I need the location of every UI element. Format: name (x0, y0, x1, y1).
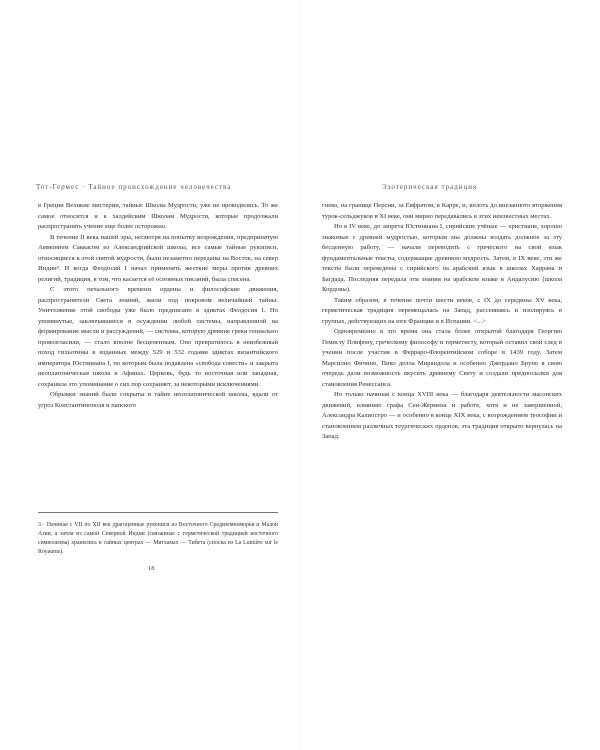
left-body-text (38, 201, 278, 411)
footnote-divider (38, 512, 278, 513)
right-paragraph-3: Таким образом, в течение почти шести веков, с IX до середины XV века, герметическая традиция перемещалась на Запад, рассеиваясь и изолируясь в группах, действующих на юге Франции и в Испании. <...> (322, 296, 562, 325)
right-paragraph-4: Одновременно в это время она стала более открытой благодаря Георгию Гемисту Плифону, греческому философу и герметисту, который оставил свой след в учении после участия в Ферраро-Флорентийском соборе в 1439 году. Затем Марсилио Фичино, Пико делла Мирандола и особенно Джордано Бруно в свою очередь дали возможность вкусить древнему Свету и создали предпосылки для становления Ренессанса. (322, 328, 562, 388)
left-running-head: Тот-Гермес · Тайное происхождение человечества (36, 183, 232, 191)
right-page (300, 0, 600, 750)
right-body-text (322, 201, 562, 443)
left-paragraph-1: в Греции Великие мистерии, тайные Школы Мудрости, уже не проводились. То же самое относится и к халдейским Школам Мудрости, которые продолжали распространять учение еще более осторожно. (38, 202, 278, 230)
left-paragraph-2: В течение II века нашей эры, несмотря на попытку возрождения, предпринятую Аммонием Саккасом из Александрийской школы, все самые тайные рукописи, относящиеся к этой святой мудрости, были незаметно переданы на Восток, на север Индии³. И когда Феодосий I начал применять жесткие меры против древних религий, традиция, в том, что касается её основных писаний, была спасена. (38, 233, 278, 283)
page-number: 18 (148, 565, 155, 572)
right-paragraph-2: Но в IV веке, до запрета Юстиниана I, сирийские учёные — христиане, хорошо знакомые с древней мудростью, которым мы должны воздать должное за эту бесценную работу, — начали переводить с греческого на свой язык фундаментальные тексты, содержащие древнюю мудрость. Затем, в IX веке, эти же тексты были переведены с сирийского на арабский язык в школах Харрана и Багдада. Последняя передала эти знания на арабском языке в Андалусию (школа Кордовы). (322, 223, 562, 293)
right-paragraph-1: гнева, на границе Персии, за Евфратом, в Карре, и, вплоть до внезапного вторжения турок-сельджуков в XI веке, они мирно передавались в этих неизвестных местах. (322, 202, 562, 220)
right-running-head: Эзотерическая традиция (382, 183, 478, 191)
left-paragraph-4: Обрывки знаний были сокрыты в тайне неоплатонической школы, вдали от угроз Константинополя и папского (38, 391, 278, 409)
footnote: 3 · Начиная с VII по XII век драгоценные рукописи из Восточного Средиземноморья и Малой Азии, а затем из самой Северной Индии (связанные с герметической традицией восточного символизма) хранились в тайных центрах — Митхамах — Тибета (сноска из La Lumière sur le Royaume). (38, 522, 278, 555)
right-paragraph-5: Но только начиная с конца XVIII века — благодаря деятельности масонских движений, влиянию графа Сен-Жермена и работе, хотя и не завершенной, Александра Калиостро — и особенно в конце XIX века, с возрождением теософии и становлением различных теургических орденов, эта традиция открыто вернулась на Запад. (322, 391, 562, 440)
left-paragraph-3: С этого печального времени ордены и философские движения, распространители Света знаний, жили под покровом величайшей тайны. Уничтожение этой свободы уже было предписано в эдиктах Феодосия I. Но упомянутые, заключавшиеся в осуждении любой системы, направленной на формирование мысли и рассуждений, — системы, которую древние греки гениально провозгласили, — стало вполне бесцененным. Оно превратилось в неизбежный поход гильотины в изданных между 529 и 532 годами эдиктах византийского императора Юстиниана I, по которым была подавлена «свобода совести» и закрыта неоплатоническая школа в Афинах. Церковь, будь то восточная или западная, сохранила это упоминание о сих пор сохраняет, за некоторыми исключениями. (38, 286, 278, 388)
